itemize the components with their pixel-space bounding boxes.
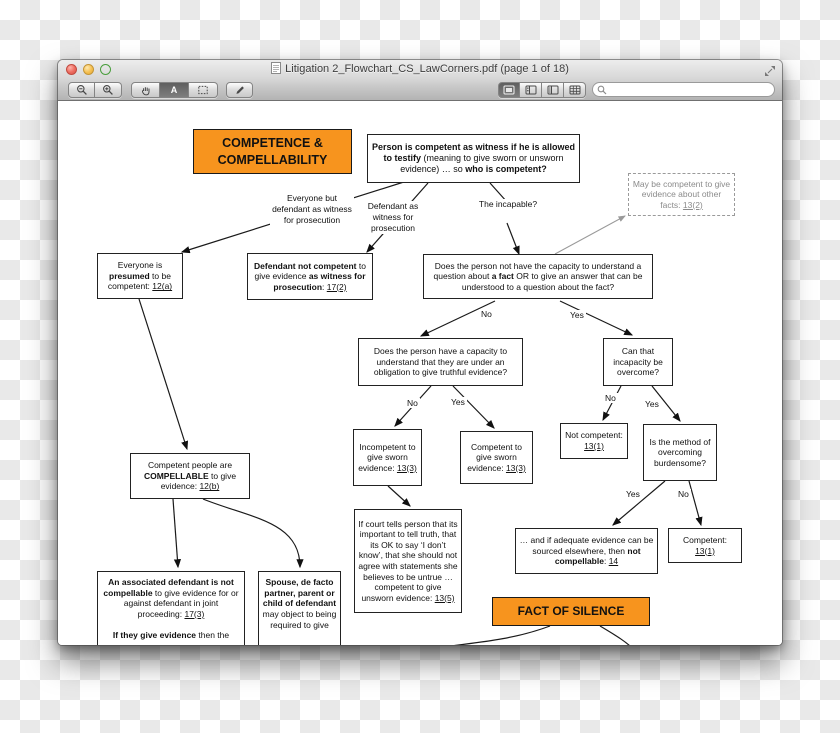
contact-sheet-icon [569, 85, 581, 95]
select-tool-button[interactable] [189, 82, 218, 98]
flow-node-court-tells: If court tells person that its important to tell truth, that its OK to say ‘I don’t know’, that she should not agree with statements she believes to be untrue … competent to give unsworn evidence: 13(5) [354, 509, 462, 613]
flow-node-spouse-objection: Spouse, de facto partner, parent or child of defendant may object to being required to give [258, 571, 341, 645]
magnifier-minus-icon [76, 84, 88, 96]
view-content-only-button[interactable] [498, 82, 520, 98]
preview-window [58, 60, 782, 645]
branch-label-no: No [407, 398, 418, 408]
tool-segment [131, 82, 218, 98]
branch-label-incapable: The incapable? [478, 199, 538, 209]
zoom-segment [68, 82, 122, 98]
flow-node-presumed-competent: Everyone is presumed to be competent: 12(a) [97, 253, 183, 299]
view-thumbnails-button[interactable] [520, 82, 542, 98]
flow-title-box: COMPETENCE & COMPELLABILITY [193, 129, 352, 174]
view-toc-button[interactable] [542, 82, 564, 98]
flow-node-defendant-not-competent: Defendant not competent to give evidence as witness for prosecution: 17(2) [247, 253, 373, 300]
marquee-icon [197, 84, 209, 96]
view-contact-sheet-button[interactable] [564, 82, 586, 98]
search-input[interactable] [607, 84, 772, 96]
fullscreen-icon[interactable] [764, 64, 776, 76]
flow-node-fact-of-silence: FACT OF SILENCE [492, 597, 650, 626]
text-tool-icon: A [170, 85, 178, 95]
search-icon [597, 85, 607, 95]
search-field[interactable] [592, 82, 775, 97]
pdf-content-area[interactable] [58, 101, 782, 645]
branch-label-no: No [678, 489, 689, 499]
flow-node-not-competent: Not competent: 13(1) [560, 423, 628, 459]
hand-icon [140, 84, 152, 96]
window-title [58, 60, 782, 79]
hand-tool-button[interactable] [131, 82, 160, 98]
zoom-out-button[interactable] [68, 82, 95, 98]
zoom-in-button[interactable] [95, 82, 122, 98]
flow-node-associated-defendant: An associated defendant is not compellable to give evidence for or against defendant in joint proceeding: 17(3) If they give evidence then the [97, 571, 245, 645]
flow-node-who-competent: Person is competent as witness if he is allowed to testify (meaning to give sworn or unsworn evidence) … so who is competent? [367, 134, 580, 183]
flow-node-adequate-evidence: … and if adequate evidence can be sourced elsewhere, then not compellable: 14 [515, 528, 658, 574]
flow-node-incompetent-sworn: Incompetent to give sworn evidence: 13(3) [353, 429, 422, 486]
flow-node-competent-sworn: Competent to give sworn evidence: 13(3) [460, 431, 533, 484]
flow-node-overcome-question: Can that incapacity be overcome? [603, 338, 673, 386]
toolbar [58, 79, 782, 100]
text-tool-button[interactable] [160, 82, 189, 98]
flow-node-competent-131: Competent: 13(1) [668, 528, 742, 563]
flow-node-other-facts-note: May be competent to give evidence about other facts: 13(2) [628, 173, 735, 216]
branch-label-yes: Yes [451, 397, 465, 407]
toc-sidebar-icon [547, 85, 559, 95]
thumbnail-sidebar-icon [525, 85, 537, 95]
magnifier-plus-icon [102, 84, 114, 96]
pdf-page [58, 103, 782, 645]
branch-label-everyone-but: Everyone but defendant as witness for prosecution [270, 193, 354, 226]
branch-label-yes: Yes [645, 399, 659, 409]
branch-label-defendant-as: Defendant as witness for prosecution [356, 201, 430, 234]
titlebar[interactable] [58, 60, 782, 79]
annotate-button[interactable] [226, 82, 253, 98]
annotate-segment [226, 82, 253, 98]
branch-label-yes: Yes [570, 310, 584, 320]
single-page-icon [503, 85, 515, 95]
window-title-text: Litigation 2_Flowchart_CS_LawCorners.pdf (page 1 of 18) [285, 63, 569, 75]
branch-label-no: No [481, 309, 492, 319]
flow-node-obligation-question: Does the person have a capacity to understand that they are under an obligation to give truthful evidence? [358, 338, 523, 386]
pencil-icon [234, 84, 246, 96]
branch-label-yes: Yes [626, 489, 640, 499]
flow-node-capacity-question: Does the person not have the capacity to understand a question about a fact OR to give an answer that can be understood to a question about the fact? [423, 254, 653, 299]
flow-node-method-burdensome: Is the method of overcoming burdensome? [643, 424, 717, 481]
flow-node-compellable: Competent people are COMPELLABLE to give evidence: 12(b) [130, 453, 250, 499]
window-chrome [58, 60, 782, 101]
view-mode-segment [498, 82, 586, 98]
branch-label-no: No [605, 393, 616, 403]
